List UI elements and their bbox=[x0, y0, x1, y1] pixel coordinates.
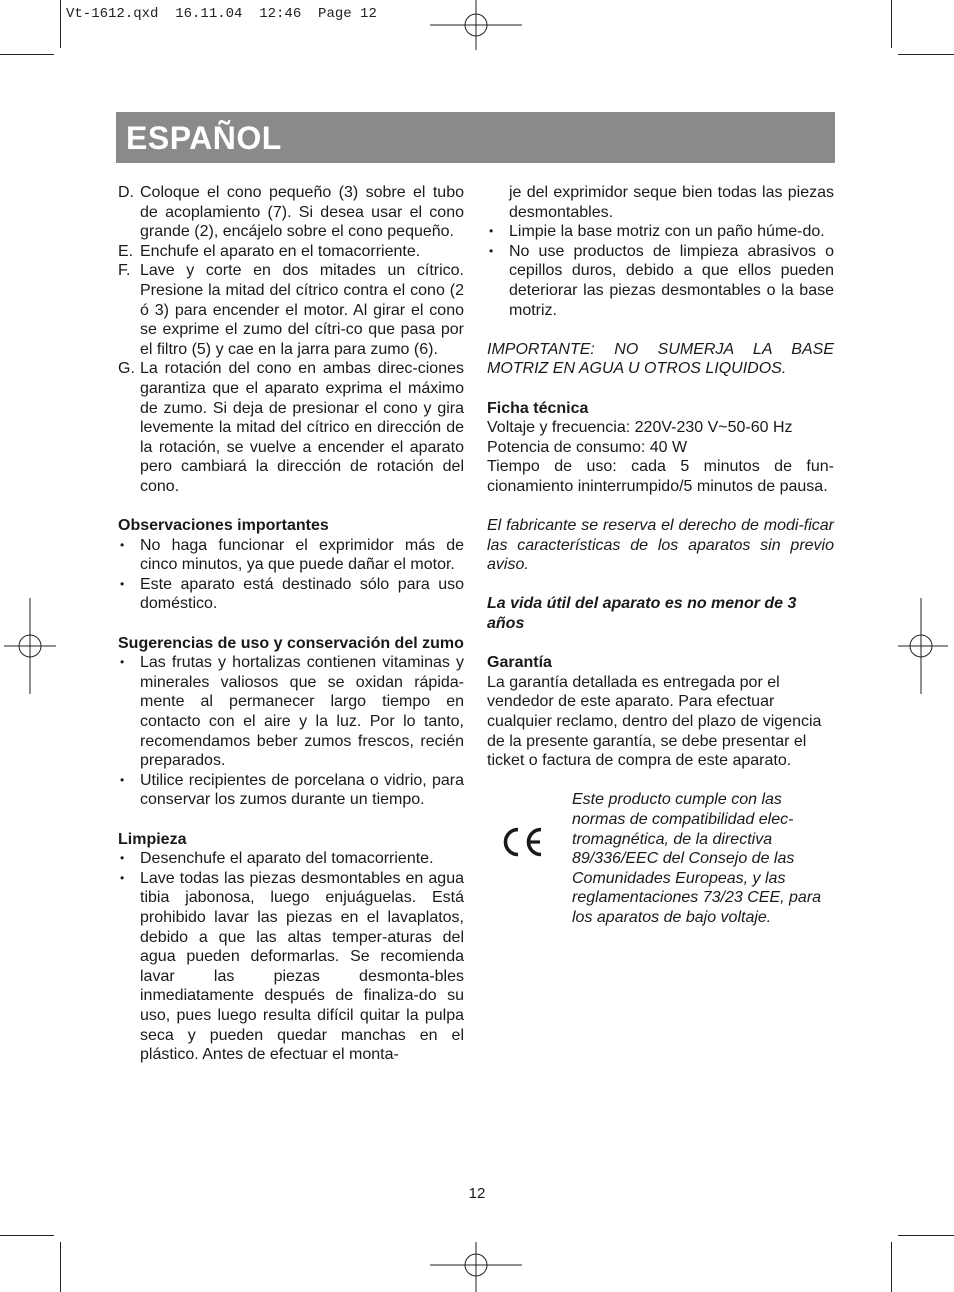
right-column bbox=[487, 183, 834, 928]
section-heading: Garantía bbox=[487, 654, 552, 672]
step-item bbox=[118, 183, 464, 242]
continued-text: je del exprimidor seque bien todas las piezas desmontables. bbox=[509, 184, 834, 221]
step-item bbox=[118, 261, 464, 359]
step-text: Enchufe el aparato en el tomacorriente. bbox=[140, 242, 421, 260]
step-text: Lave y corte en dos mitades un cítrico. Presione la mitad del cítrico contra el cono (2 ó 3) para encender el motor. Al girar el cono se exprime el zumo del cítri-co que pasa por el filtro (5) y cae en la jarra para zumo (6). bbox=[140, 262, 464, 358]
list-item bbox=[118, 771, 464, 810]
list-item-text: Lave todas las piezas desmontables en agua tibia jabonosa, luego enjuáguelas. Está prohibido lavar las piezas en el lavaplatos, debido a que las altas temper-aturas del agua pueden deformarlas. Se recomienda lavar las piezas desmonta-bles inmediatamente después de finaliza-do su uso, pues luego resulta difícil quitar la pulpa seca y pueden quedar manchas en el plástico. Antes de efectuar el monta- bbox=[140, 869, 464, 1064]
bullet-icon: • bbox=[120, 655, 125, 670]
spec-line: Voltaje y frecuencia: 220V-230 V~50-60 Hz bbox=[487, 419, 793, 437]
list-item bbox=[487, 222, 834, 242]
ce-mark-icon bbox=[499, 826, 545, 858]
list-item bbox=[118, 849, 464, 869]
bullet-icon: • bbox=[120, 772, 125, 787]
crop-mark bbox=[0, 54, 54, 55]
bullet-icon: • bbox=[489, 224, 494, 239]
list-item-text: Utilice recipientes de porcelana o vidrio, para conservar los zumos durante un tiempo. bbox=[140, 771, 464, 809]
bullet-icon: • bbox=[120, 851, 125, 866]
step-marker: G. bbox=[118, 360, 135, 378]
registration-mark-icon bbox=[898, 598, 950, 694]
registration-mark-icon bbox=[4, 598, 56, 694]
crop-mark bbox=[891, 1242, 892, 1292]
crop-mark bbox=[898, 1235, 954, 1236]
warranty-text: La garantía detallada es entregada por el vendedor de este aparato. Para efectuar cualquier reclamo, dentro del plazo de vigencia de la presente garantía, se debe presentar el ticket o factura de compra de este aparato. bbox=[487, 673, 822, 770]
list-item-text: No use productos de limpieza abrasivos o cepillos duros, debido a que ellos pueden deteriorar las piezas desmontables o la base motriz. bbox=[509, 242, 834, 319]
list-item bbox=[118, 653, 464, 771]
section-heading: Limpieza bbox=[118, 830, 187, 848]
bullet-icon: • bbox=[489, 243, 494, 258]
list-item bbox=[487, 242, 834, 320]
registration-mark-icon bbox=[430, 1242, 526, 1292]
step-item bbox=[118, 242, 464, 262]
slug-line: Vt-1612.qxd 16.11.04 12:46 Page 12 bbox=[66, 6, 377, 22]
warning-text: IMPORTANTE: NO SUMERJA LA BASE MOTRIZ EN AGUA U OTROS LIQUIDOS. bbox=[487, 340, 834, 378]
list-item-text: Desenchufe el aparato del tomacorriente. bbox=[140, 850, 434, 868]
step-item bbox=[118, 359, 464, 496]
spec-line: Tiempo de uso: cada 5 minutos de fun-cionamiento ininterrumpido/5 minutos de pausa. bbox=[487, 458, 834, 495]
step-marker: E. bbox=[118, 242, 134, 260]
ce-compliance-text: Este producto cumple con las normas de compatibilidad elec-tromagnética, de la directiva 89/336/EEC del Consejo de las Comunidades Europeas, y las reglamentaciones 73/23 CEE, para los aparatos de bajo voltaje. bbox=[572, 791, 822, 926]
list-item-text: Este aparato está destinado sólo para uso doméstico. bbox=[140, 575, 464, 613]
page-title: ESPAÑOL bbox=[126, 120, 282, 156]
list-item-text: No haga funcionar el exprimidor más de cinco minutos, ya que puede dañar el motor. bbox=[140, 536, 464, 574]
spec-line: Potencia de consumo: 40 W bbox=[487, 438, 688, 456]
left-column bbox=[118, 183, 464, 1065]
crop-mark bbox=[60, 0, 61, 48]
list-item-text: Limpie la base motriz con un paño húme-do. bbox=[509, 223, 825, 241]
step-text: La rotación del cono en ambas direc-ciones garantiza que el aparato exprima el máximo de zumo. Si deja de presionar el cono y gira levemente la mitad del cítrico en dirección de la rotación, se vuelve a encender el aparato pero cambiará la dirección de rotación del cono. bbox=[140, 360, 464, 495]
registration-mark-icon bbox=[430, 0, 526, 50]
section-heading: Sugerencias de uso y conservación del zumo bbox=[118, 634, 464, 652]
ce-compliance-block bbox=[487, 790, 834, 927]
manufacturer-note: El fabricante se reserva el derecho de modi-ficar las características de los aparatos sin previo aviso. bbox=[487, 517, 834, 574]
bullet-icon: • bbox=[120, 537, 125, 552]
step-text: Coloque el cono pequeño (3) sobre el tubo de acoplamiento (7). Si desea usar el cono grande (2), encájelo sobre el cono pequeño. bbox=[140, 184, 464, 241]
crop-mark bbox=[0, 1235, 54, 1236]
crop-mark bbox=[891, 0, 892, 48]
crop-mark bbox=[60, 1242, 61, 1292]
list-item bbox=[118, 536, 464, 575]
crop-mark bbox=[898, 54, 954, 55]
page-number: 12 bbox=[468, 1185, 486, 1202]
step-marker: F. bbox=[118, 262, 131, 280]
list-item-text: Las frutas y hortalizas contienen vitaminas y minerales valiosos que se oxidan rápida-mente al permanecer largo tiempo en contacto con el aire y la luz. Por lo tanto, recomendamos beber zumos frescos, recién preparados. bbox=[140, 654, 464, 770]
bullet-icon: • bbox=[120, 870, 125, 885]
step-marker: D. bbox=[118, 184, 134, 201]
list-item bbox=[118, 869, 464, 1065]
section-heading: Observaciones importantes bbox=[118, 517, 329, 535]
section-banner bbox=[116, 112, 835, 163]
bullet-icon: • bbox=[120, 576, 125, 591]
lifetime-note: La vida útil del aparato es no menor de 3 años bbox=[487, 595, 797, 633]
section-heading: Ficha técnica bbox=[487, 399, 589, 417]
list-item bbox=[118, 575, 464, 614]
